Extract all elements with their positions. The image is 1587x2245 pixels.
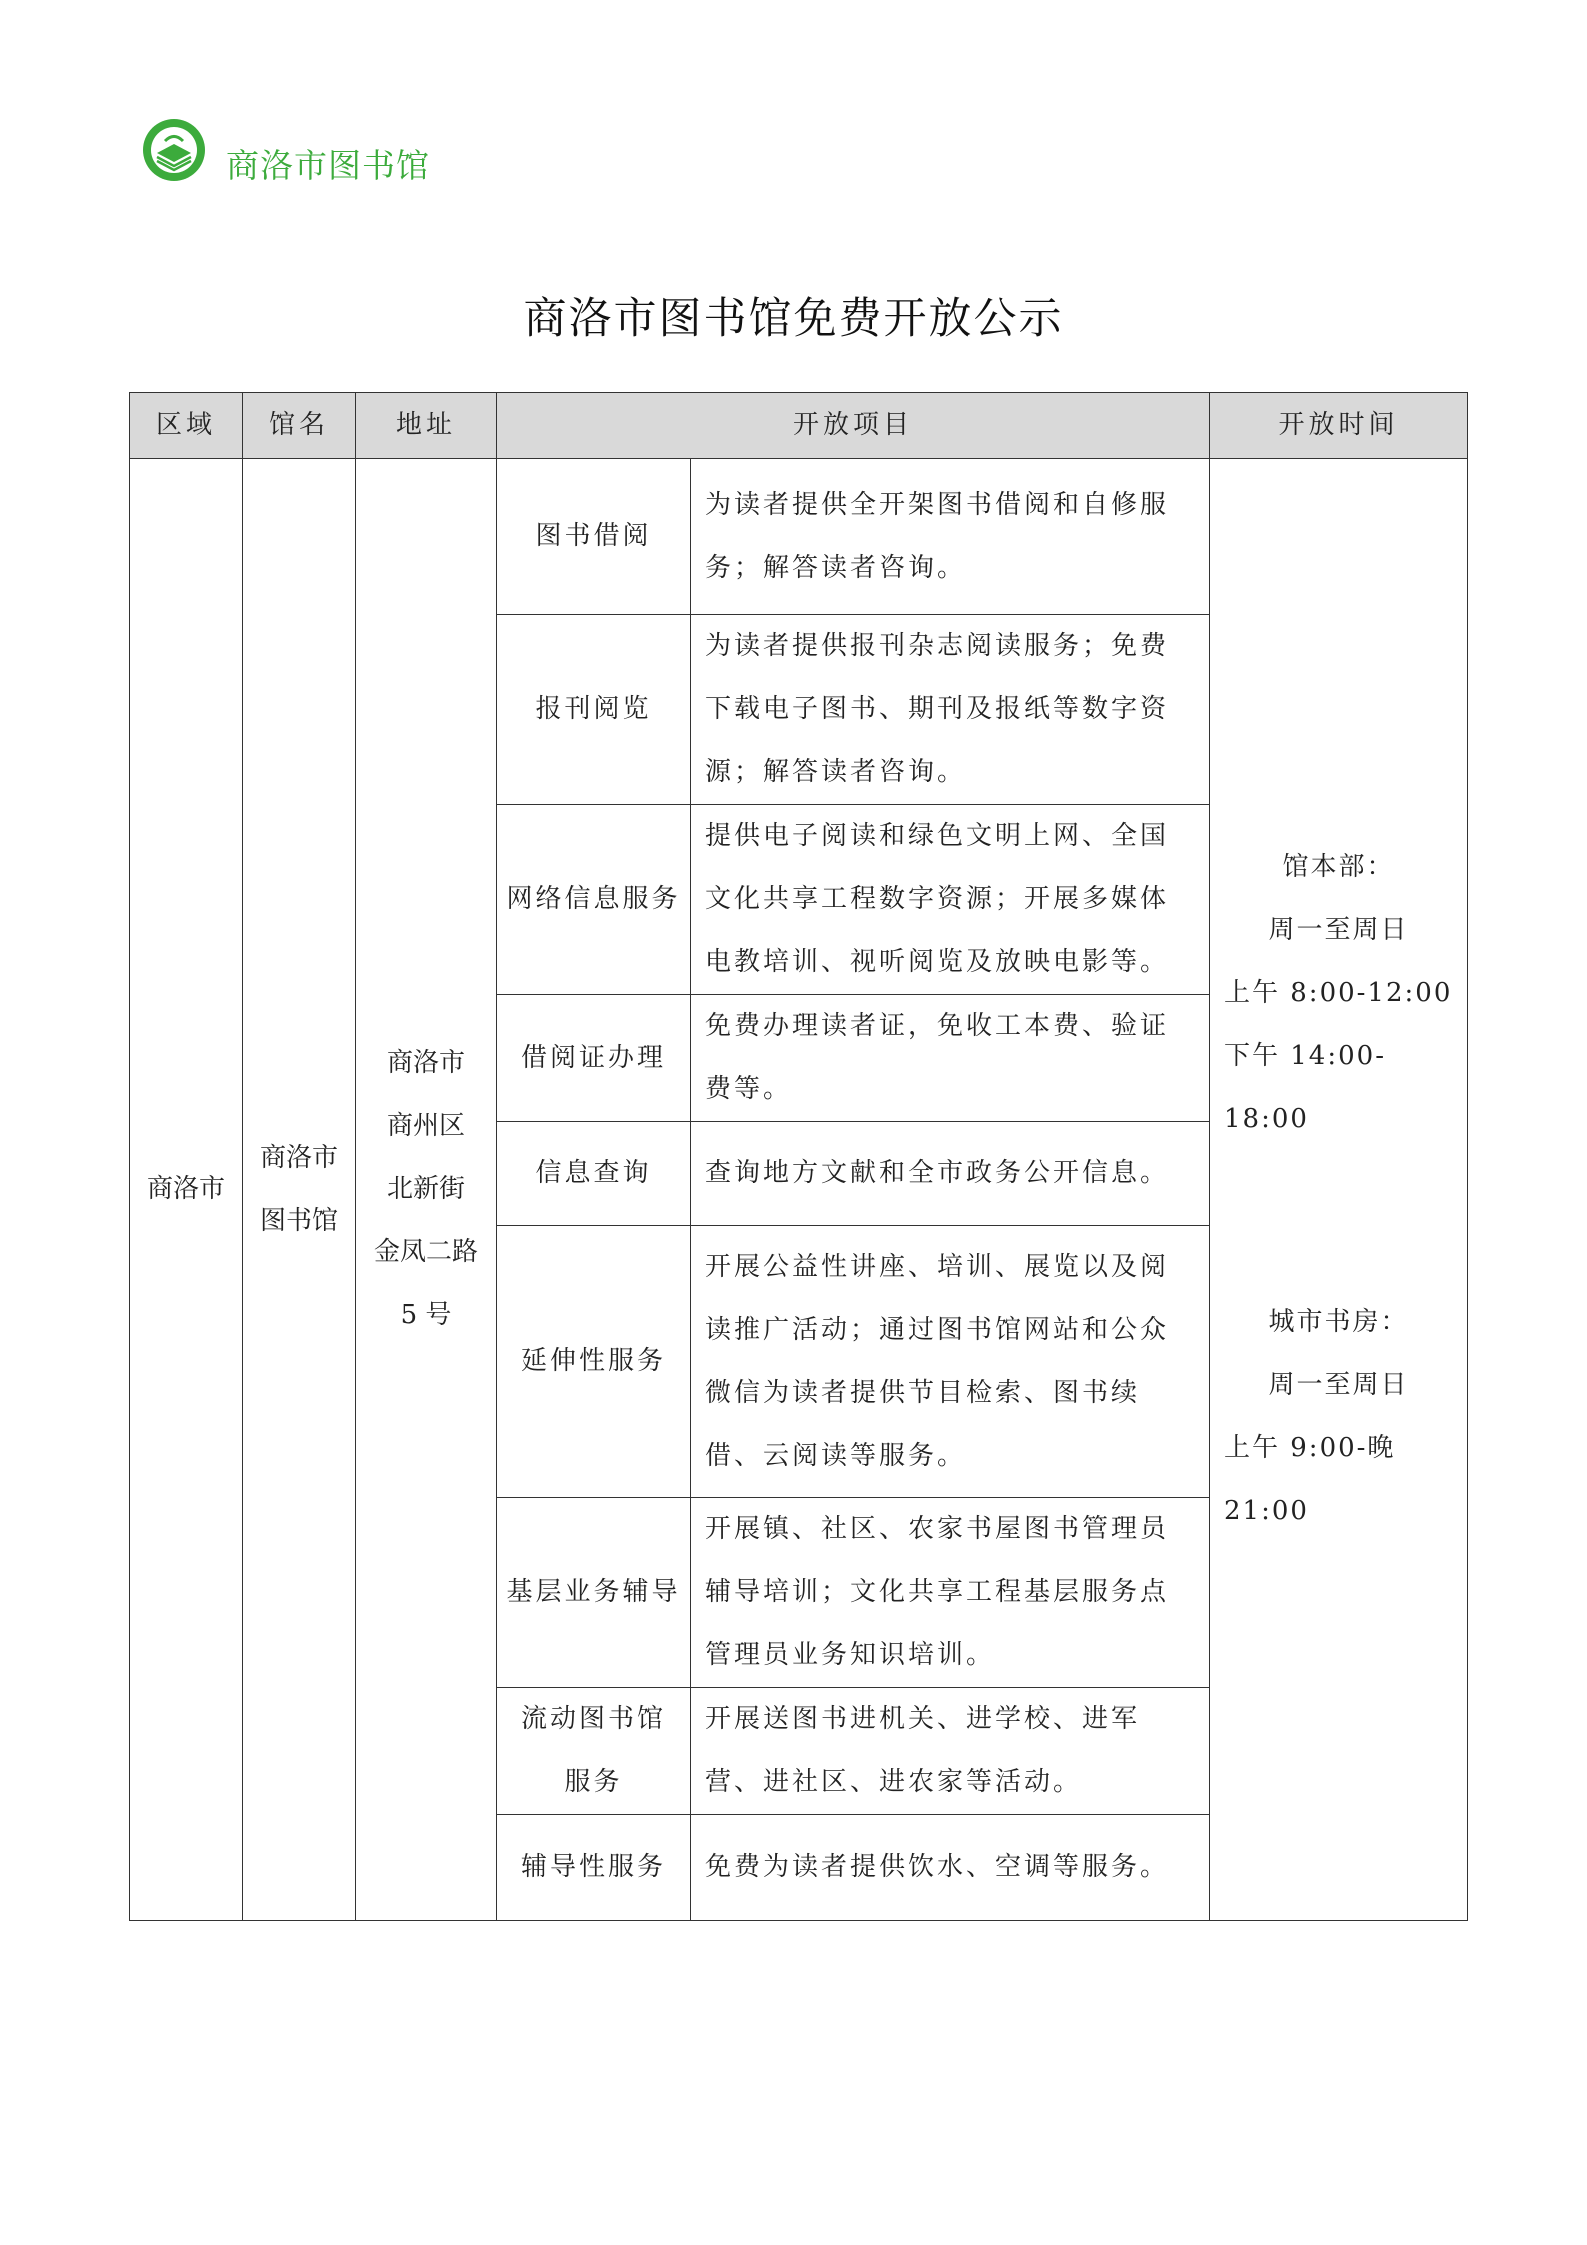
header-services: 开放项目 bbox=[497, 393, 1210, 459]
opening-hours-cell: 馆本部： 周一至周日 上午 8:00-12:00 下午 14:00-18:00 城市书房： 周一至周日 上午 9:00-晚 21:00 bbox=[1210, 459, 1468, 1921]
header-library-name: 馆名 bbox=[243, 393, 356, 459]
service-description: 查询地方文献和全市政务公开信息。 bbox=[691, 1122, 1210, 1226]
service-name: 辅导性服务 bbox=[497, 1815, 691, 1921]
address-cell: 商洛市 商州区 北新街 金凤二路 5 号 bbox=[356, 459, 497, 1921]
table-row bbox=[130, 459, 1468, 615]
service-name: 流动图书馆 服务 bbox=[497, 1688, 691, 1815]
service-name: 借阅证办理 bbox=[497, 995, 691, 1122]
library-logo-text: 商洛市图书馆 bbox=[226, 146, 430, 185]
service-description: 开展镇、社区、农家书屋图书管理员辅导培训；文化共享工程基层服务点管理员业务知识培训。 bbox=[691, 1498, 1210, 1688]
header-opening-hours: 开放时间 bbox=[1210, 393, 1468, 459]
region-cell: 商洛市 bbox=[130, 459, 243, 1921]
service-name: 延伸性服务 bbox=[497, 1226, 691, 1498]
service-name: 报刊阅览 bbox=[497, 615, 691, 805]
service-description: 开展公益性讲座、培训、展览以及阅读推广活动；通过图书馆网站和公众微信为读者提供节目检索、图书续借、云阅读等服务。 bbox=[691, 1226, 1210, 1498]
service-name: 信息查询 bbox=[497, 1122, 691, 1226]
service-name: 基层业务辅导 bbox=[497, 1498, 691, 1688]
library-book-emblem-icon bbox=[141, 117, 207, 183]
service-description: 为读者提供报刊杂志阅读服务；免费下载电子图书、期刊及报纸等数字资源；解答读者咨询。 bbox=[691, 615, 1210, 805]
service-name: 网络信息服务 bbox=[497, 805, 691, 995]
service-description: 提供电子阅读和绿色文明上网、全国文化共享工程数字资源；开展多媒体电教培训、视听阅览及放映电影等。 bbox=[691, 805, 1210, 995]
table-header-row bbox=[130, 393, 1468, 459]
service-description: 免费为读者提供饮水、空调等服务。 bbox=[691, 1815, 1210, 1921]
page-title: 商洛市图书馆免费开放公示 bbox=[523, 294, 1064, 344]
service-name: 图书借阅 bbox=[497, 459, 691, 615]
service-description: 为读者提供全开架图书借阅和自修服务；解答读者咨询。 bbox=[691, 459, 1210, 615]
header-address: 地址 bbox=[356, 393, 497, 459]
open-services-table bbox=[129, 392, 1468, 1921]
service-description: 免费办理读者证，免收工本费、验证费等。 bbox=[691, 995, 1210, 1122]
header-region: 区域 bbox=[130, 393, 243, 459]
service-description: 开展送图书进机关、进学校、进军营、进社区、进农家等活动。 bbox=[691, 1688, 1210, 1815]
library-name-cell: 商洛市 图书馆 bbox=[243, 459, 356, 1921]
